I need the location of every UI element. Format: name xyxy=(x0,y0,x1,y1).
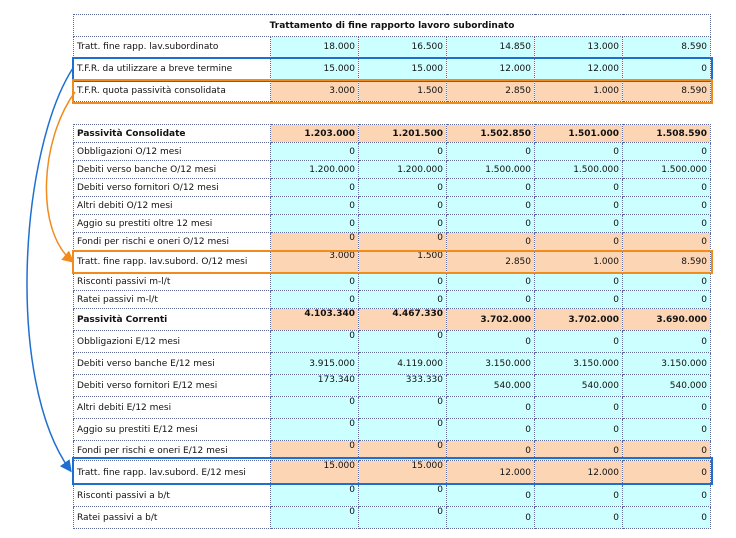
cell-value[interactable]: 4.103.340 xyxy=(271,309,359,331)
cell-value[interactable]: 0 xyxy=(447,143,535,161)
section-label[interactable]: Passività Correnti xyxy=(74,309,271,331)
row-label[interactable]: Altri debiti E/12 mesi xyxy=(74,397,271,419)
cell-value[interactable]: 0 xyxy=(623,507,711,529)
cell-value[interactable]: 0 xyxy=(623,197,711,215)
row-label[interactable]: Debiti verso fornitori E/12 mesi xyxy=(74,375,271,397)
cell-value[interactable]: 0 xyxy=(623,273,711,291)
cell-value[interactable]: 540.000 xyxy=(535,375,623,397)
cell-value[interactable]: 3.690.000 xyxy=(623,309,711,331)
cell-value[interactable]: 12.000 xyxy=(535,58,623,80)
cell-value[interactable]: 0 xyxy=(447,419,535,441)
cell-value[interactable]: 0 xyxy=(447,179,535,197)
row-label[interactable]: Obbligazioni E/12 mesi xyxy=(74,331,271,353)
cell-value[interactable]: 2.850 xyxy=(447,251,535,273)
cell-value[interactable]: 0 xyxy=(623,58,711,80)
cell-value[interactable]: 0 xyxy=(447,197,535,215)
cell-value[interactable]: 333.330 xyxy=(359,375,447,397)
cell-value[interactable]: 0 xyxy=(359,419,447,441)
cell-value[interactable]: 0 xyxy=(623,143,711,161)
cell-value[interactable]: 3.915.000 xyxy=(271,353,359,375)
row-label[interactable]: Aggio su prestiti E/12 mesi xyxy=(74,419,271,441)
cell-value[interactable]: 1.508.590 xyxy=(623,125,711,143)
cell-value[interactable]: 0 xyxy=(623,331,711,353)
cell-value[interactable]: 15.000 xyxy=(359,58,447,80)
cell-value[interactable]: 0 xyxy=(535,485,623,507)
cell-value[interactable]: 1.200.000 xyxy=(271,161,359,179)
cell-value[interactable]: 0 xyxy=(359,273,447,291)
cell-value[interactable]: 1.500.000 xyxy=(623,161,711,179)
cell-value[interactable]: 3.150.000 xyxy=(447,353,535,375)
cell-value[interactable]: 0 xyxy=(535,441,623,461)
cell-value[interactable]: 4.467.330 xyxy=(359,309,447,331)
cell-value[interactable]: 1.000 xyxy=(535,80,623,102)
row-label[interactable]: Ratei passivi m-l/t xyxy=(74,291,271,309)
blue-arrow xyxy=(27,68,73,470)
row-label[interactable]: Fondi per rischi e oneri E/12 mesi xyxy=(74,441,271,461)
cell-value[interactable]: 8.590 xyxy=(623,251,711,273)
cell-value[interactable]: 0 xyxy=(623,291,711,309)
cell-value[interactable]: 0 xyxy=(447,215,535,233)
cell-value[interactable]: 0 xyxy=(271,215,359,233)
cell-value[interactable]: 0 xyxy=(535,233,623,251)
cell-value[interactable]: 0 xyxy=(359,291,447,309)
cell-value[interactable]: 0 xyxy=(359,215,447,233)
cell-value[interactable]: 0 xyxy=(271,485,359,507)
cell-value[interactable]: 15.000 xyxy=(271,461,359,485)
row-label[interactable]: Debiti verso banche E/12 mesi xyxy=(74,353,271,375)
cell-value[interactable]: 0 xyxy=(359,197,447,215)
cell-value[interactable]: 0 xyxy=(271,331,359,353)
cell-value[interactable]: 173.340 xyxy=(271,375,359,397)
cell-value[interactable]: 0 xyxy=(623,233,711,251)
cell-value[interactable]: 0 xyxy=(359,233,447,251)
tfr-table-title: Trattamento di fine rapporto lavoro subordinato xyxy=(74,15,711,37)
cell-value[interactable]: 2.850 xyxy=(447,80,535,102)
cell-value[interactable]: 0 xyxy=(271,233,359,251)
cell-value[interactable]: 0 xyxy=(623,461,711,485)
cell-value[interactable]: 1.203.000 xyxy=(271,125,359,143)
cell-value[interactable]: 8.590 xyxy=(623,37,711,58)
cell-value[interactable]: 3.150.000 xyxy=(535,353,623,375)
cell-value[interactable]: 1.000 xyxy=(535,251,623,273)
cell-value[interactable]: 0 xyxy=(623,215,711,233)
cell-value[interactable]: 0 xyxy=(271,507,359,529)
cell-value[interactable]: 0 xyxy=(447,273,535,291)
row-label[interactable]: Fondi per rischi e oneri O/12 mesi xyxy=(74,233,271,251)
row-label[interactable]: Risconti passivi m-l/t xyxy=(74,273,271,291)
cell-value[interactable]: 0 xyxy=(535,397,623,419)
cell-value[interactable]: 0 xyxy=(623,419,711,441)
cell-value[interactable]: 13.000 xyxy=(535,37,623,58)
row-label[interactable]: Altri debiti O/12 mesi xyxy=(74,197,271,215)
cell-value[interactable]: 540.000 xyxy=(447,375,535,397)
cell-value[interactable]: 3.150.000 xyxy=(623,353,711,375)
cell-value[interactable]: 0 xyxy=(535,179,623,197)
cell-value[interactable]: 0 xyxy=(359,441,447,461)
cell-value[interactable]: 1.502.850 xyxy=(447,125,535,143)
cell-value[interactable]: 4.119.000 xyxy=(359,353,447,375)
cell-value[interactable]: 1.500 xyxy=(359,251,447,273)
row-label[interactable]: T.F.R. quota passività consolidata xyxy=(74,80,271,102)
section-label[interactable]: Passività Consolidate xyxy=(74,125,271,143)
row-label[interactable]: Debiti verso banche O/12 mesi xyxy=(74,161,271,179)
cell-value[interactable]: 0 xyxy=(447,485,535,507)
cell-value[interactable]: 12.000 xyxy=(447,58,535,80)
cell-value[interactable]: 18.000 xyxy=(271,37,359,58)
cell-value[interactable]: 0 xyxy=(271,419,359,441)
cell-value[interactable]: 3.000 xyxy=(271,80,359,102)
cell-value[interactable]: 0 xyxy=(447,233,535,251)
cell-value[interactable]: 0 xyxy=(447,507,535,529)
cell-value[interactable]: 0 xyxy=(535,291,623,309)
cell-value[interactable]: 0 xyxy=(359,143,447,161)
cell-value[interactable]: 16.500 xyxy=(359,37,447,58)
cell-value[interactable]: 0 xyxy=(271,397,359,419)
cell-value[interactable]: 0 xyxy=(271,291,359,309)
cell-value[interactable]: 3.702.000 xyxy=(447,309,535,331)
cell-value[interactable]: 1.500 xyxy=(359,80,447,102)
cell-value[interactable]: 0 xyxy=(535,331,623,353)
cell-value[interactable]: 0 xyxy=(359,331,447,353)
cell-value[interactable]: 15.000 xyxy=(359,461,447,485)
cell-value[interactable]: 0 xyxy=(271,179,359,197)
cell-value[interactable]: 0 xyxy=(623,485,711,507)
cell-value[interactable]: 3.702.000 xyxy=(535,309,623,331)
row-label[interactable]: T.F.R. da utilizzare a breve termine xyxy=(74,58,271,80)
cell-value[interactable]: 0 xyxy=(535,143,623,161)
row-label[interactable]: Tratt. fine rapp. lav.subordinato xyxy=(74,37,271,58)
row-label[interactable]: Obbligazioni O/12 mesi xyxy=(74,143,271,161)
cell-value[interactable]: 0 xyxy=(271,197,359,215)
cell-value[interactable]: 0 xyxy=(535,197,623,215)
cell-value[interactable]: 0 xyxy=(271,143,359,161)
cell-value[interactable]: 0 xyxy=(447,441,535,461)
cell-value[interactable]: 1.500.000 xyxy=(447,161,535,179)
cell-value[interactable]: 0 xyxy=(447,397,535,419)
cell-value[interactable]: 12.000 xyxy=(447,461,535,485)
cell-value[interactable]: 14.850 xyxy=(447,37,535,58)
cell-value[interactable]: 0 xyxy=(271,273,359,291)
cell-value[interactable]: 0 xyxy=(535,419,623,441)
cell-value[interactable]: 1.500.000 xyxy=(535,161,623,179)
row-label[interactable]: Risconti passivi a b/t xyxy=(74,485,271,507)
cell-value[interactable]: 0 xyxy=(447,331,535,353)
cell-value[interactable]: 3.000 xyxy=(271,251,359,273)
cell-value[interactable]: 0 xyxy=(535,273,623,291)
cell-value[interactable]: 0 xyxy=(535,215,623,233)
row-label[interactable]: Aggio su prestiti oltre 12 mesi xyxy=(74,215,271,233)
cell-value[interactable]: 8.590 xyxy=(623,80,711,102)
cell-value[interactable]: 1.501.000 xyxy=(535,125,623,143)
cell-value[interactable]: 15.000 xyxy=(271,58,359,80)
cell-value[interactable]: 12.000 xyxy=(535,461,623,485)
cell-value[interactable]: 1.201.500 xyxy=(359,125,447,143)
cell-value[interactable]: 0 xyxy=(359,485,447,507)
cell-value[interactable]: 0 xyxy=(623,441,711,461)
cell-value[interactable]: 0 xyxy=(271,441,359,461)
cell-value[interactable]: 0 xyxy=(623,397,711,419)
row-label[interactable]: Ratei passivi a b/t xyxy=(74,507,271,529)
cell-value[interactable]: 0 xyxy=(359,397,447,419)
row-label[interactable]: Debiti verso fornitori O/12 mesi xyxy=(74,179,271,197)
cell-value[interactable]: 0 xyxy=(535,507,623,529)
row-label[interactable]: Tratt. fine rapp. lav.subord. O/12 mesi xyxy=(74,251,271,273)
cell-value[interactable]: 0 xyxy=(447,291,535,309)
cell-value[interactable]: 0 xyxy=(359,507,447,529)
cell-value[interactable]: 0 xyxy=(623,179,711,197)
cell-value[interactable]: 540.000 xyxy=(623,375,711,397)
row-label[interactable]: Tratt. fine rapp. lav.subord. E/12 mesi xyxy=(74,461,271,485)
cell-value[interactable]: 0 xyxy=(359,179,447,197)
cell-value[interactable]: 1.200.000 xyxy=(359,161,447,179)
